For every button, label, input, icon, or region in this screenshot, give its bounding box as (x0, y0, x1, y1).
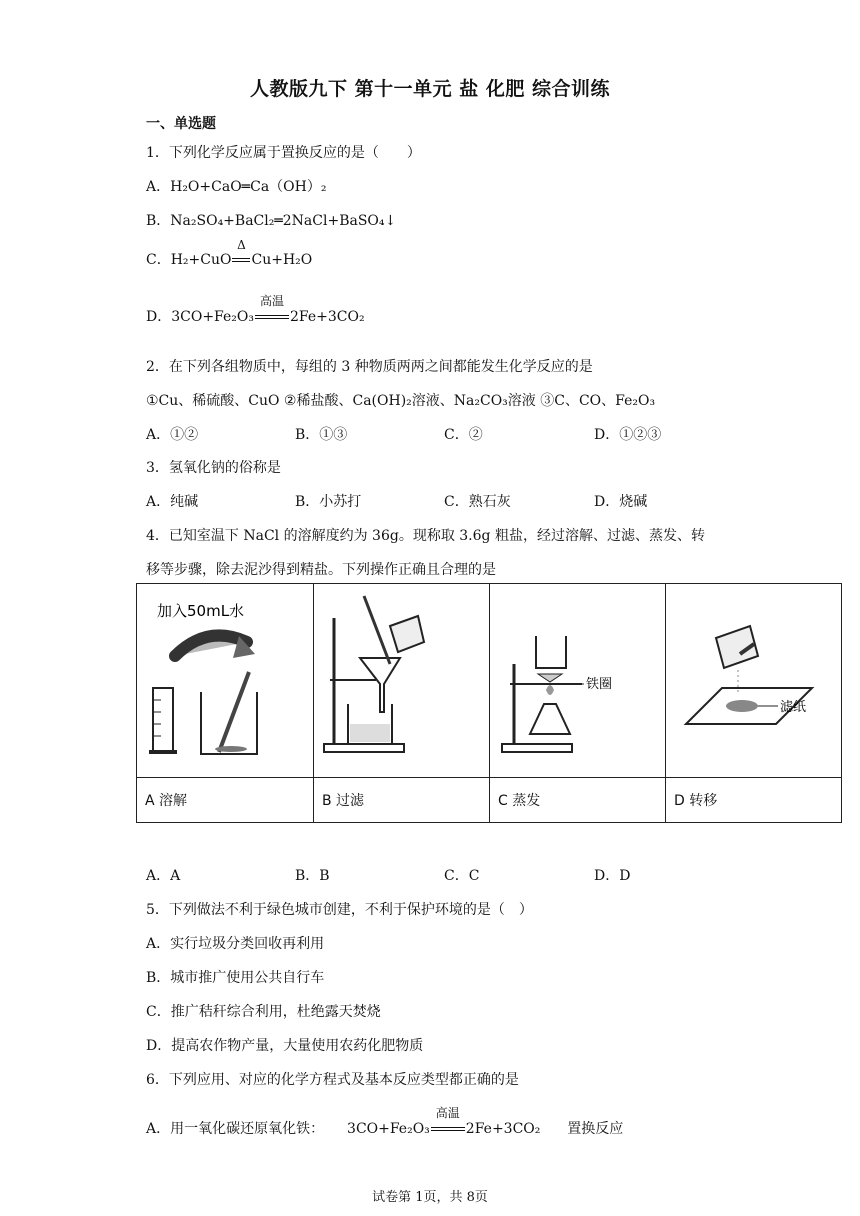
glass-rod-icon (219, 672, 249, 752)
q3-option-b: B．小苏打 (295, 494, 362, 510)
q5-option-d: D．提高农作物产量，大量使用农药化肥物质 (146, 1038, 424, 1054)
cell-label-c: C 蒸发 (490, 778, 666, 823)
alcohol-lamp-icon (530, 704, 570, 734)
funnel-icon (360, 658, 400, 712)
fig-c-label: 铁圈 (586, 677, 613, 692)
q4-option-c: C．C (444, 868, 480, 884)
evap-beaker-icon (536, 636, 566, 668)
q2-option-d: D．①②③ (594, 427, 662, 443)
q6-a-right: 2Fe+3CO₂ (465, 1121, 541, 1137)
q4-stem-line2: 移等步骤，除去泥沙得到精盐。下列操作正确且合理的是 (146, 562, 496, 578)
q6-option-a (146, 1106, 624, 1138)
q5-option-b: B．城市推广使用公共自行车 (146, 970, 325, 986)
q2-option-c: C．② (444, 427, 483, 443)
q2-groups: ①Cu、稀硫酸、CuO ②稀盐酸、Ca(OH)₂溶液、Na₂CO₃溶液 ③C、CO、Fe₂O₃ (146, 393, 656, 409)
page-footer: 试卷第 1页，共 8页 (372, 1190, 488, 1205)
figure-transfer (666, 584, 842, 778)
fig-a-label: 加入50mL水 (157, 602, 245, 620)
cell-label-d: D 转移 (666, 778, 842, 823)
q1-option-c (146, 238, 313, 269)
q6-stem: 6．下列应用、对应的化学方程式及基本反应类型都正确的是 (146, 1072, 519, 1088)
q1-c-left: C．H₂+CuO (146, 252, 232, 268)
q4-operations-table (136, 583, 842, 823)
q3-option-c: C．熟石灰 (444, 494, 511, 510)
q2-option-b: B．①③ (295, 427, 348, 443)
q1-stem: 1．下列化学反应属于置换反应的是（ ） (146, 145, 421, 161)
cell-label-b: B 过滤 (314, 778, 490, 823)
q4-stem-line1: 4．已知室温下 NaCl 的溶解度约为 36g。现称取 3.6g 粗盐，经过溶解、过滤、蒸发、转 (146, 528, 705, 544)
q4-option-a: A．A (146, 868, 181, 884)
q5-option-c: C．推广秸秆综合利用，杜绝露天焚烧 (146, 1004, 381, 1020)
q1-d-right: 2Fe+3CO₂ (290, 309, 365, 325)
q4-option-b: B．B (295, 868, 330, 884)
q5-stem: 5．下列做法不利于绿色城市创建，不利于保护环境的是（ ） (146, 902, 533, 918)
q1-option-d (146, 294, 365, 326)
q1-c-right: Cu+H₂O (251, 252, 313, 268)
section-heading: 一、单选题 (146, 116, 216, 132)
q3-stem: 3．氢氧化钠的俗称是 (146, 460, 281, 476)
q1-c-condition: Δ (237, 238, 246, 252)
q6-a-condition: 高温 (435, 1106, 460, 1120)
graduated-cylinder-icon (153, 688, 173, 752)
fig-d-label: 滤纸 (780, 700, 807, 715)
q1-option-b: B．Na₂SO₄+BaCl₂═2NaCl+BaSO₄↓ (146, 213, 397, 229)
q3-option-d: D．烧碱 (594, 494, 648, 510)
pouring-beaker-icon (390, 616, 424, 652)
q6-a-left: 3CO+Fe₂O₃ (347, 1121, 430, 1137)
flame-icon (546, 685, 554, 695)
q1-option-a: A．H₂O+CaO═Ca（OH）₂ (146, 179, 327, 195)
q1-d-left: D．3CO+Fe₂O₃ (146, 309, 254, 325)
q5-option-a: A．实行垃圾分类回收再利用 (146, 936, 325, 952)
figure-evaporate (490, 584, 666, 778)
pour-rod-icon (364, 596, 390, 664)
q2-stem: 2．在下列各组物质中，每组的 3 种物质两两之间都能发生化学反应的是 (146, 359, 593, 375)
q1-d-condition: 高温 (259, 294, 284, 308)
q2-option-a: A．①② (146, 427, 199, 443)
stand-base-icon (324, 744, 404, 752)
q3-option-a: A．纯碱 (146, 494, 199, 510)
q6-a-type: 置换反应 (567, 1121, 624, 1137)
salt-pile-icon (726, 700, 758, 712)
page-title: 人教版九下 第十一单元 盐 化肥 综合训练 (250, 78, 610, 100)
figure-filter (314, 584, 490, 778)
q6-a-prefix: A．用一氧化碳还原氧化铁： (146, 1121, 325, 1137)
q4-option-d: D．D (594, 868, 631, 884)
cell-label-a: A 溶解 (137, 778, 314, 823)
figure-dissolve (137, 584, 314, 778)
